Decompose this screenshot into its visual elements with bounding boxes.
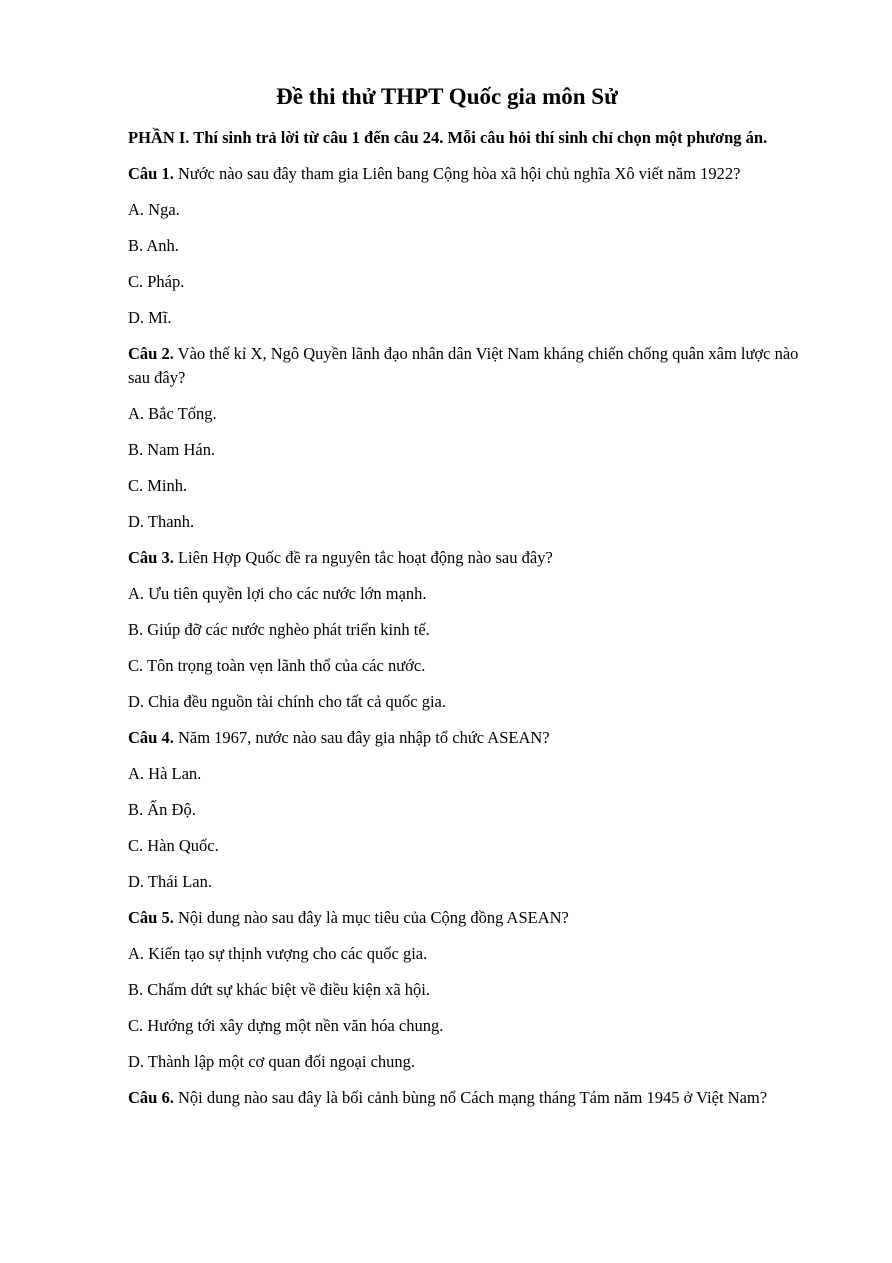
question-number: Câu 2. bbox=[128, 344, 174, 363]
question-1 bbox=[128, 162, 806, 186]
option-5b: B. Chấm dứt sự khác biệt về điều kiện xã hội. bbox=[128, 980, 430, 999]
option-4a: A. Hà Lan. bbox=[128, 764, 202, 783]
question-number: Câu 3. bbox=[128, 548, 174, 567]
option-1d: D. Mĩ. bbox=[128, 308, 172, 327]
option-2a: A. Bắc Tống. bbox=[128, 404, 217, 423]
document-title: Đề thi thử THPT Quốc gia môn Sử bbox=[276, 84, 618, 109]
option-4b: B. Ấn Độ. bbox=[128, 800, 196, 819]
question-text: Nội dung nào sau đây là bối cảnh bùng nổ Cách mạng tháng Tám năm 1945 ở Việt Nam? bbox=[177, 1088, 768, 1107]
option-1b: B. Anh. bbox=[128, 236, 179, 255]
question-text: Nội dung nào sau đây là mục tiêu của Cộng đồng ASEAN? bbox=[177, 908, 569, 927]
question-number: Câu 1. bbox=[128, 164, 174, 183]
question-4 bbox=[128, 726, 806, 750]
option-2c: C. Minh. bbox=[128, 476, 188, 495]
option-4d: D. Thái Lan. bbox=[128, 872, 213, 891]
question-text: Năm 1967, nước nào sau đây gia nhập tổ chức ASEAN? bbox=[177, 728, 550, 747]
question-number: Câu 6. bbox=[128, 1088, 174, 1107]
option-4c: C. Hàn Quốc. bbox=[128, 836, 219, 855]
question-text: Vào thế kỉ X, Ngô Quyền lãnh đạo nhân dân Việt Nam kháng chiến chống quân xâm lược nào sau đây? bbox=[128, 344, 799, 387]
option-1a: A. Nga. bbox=[128, 200, 180, 219]
question-3 bbox=[128, 546, 806, 570]
question-text: Liên Hợp Quốc đề ra nguyên tắc hoạt động nào sau đây? bbox=[177, 548, 553, 567]
option-2b: B. Nam Hán. bbox=[128, 440, 216, 459]
question-6 bbox=[128, 1086, 806, 1110]
section-instruction: PHẦN I. Thí sinh trả lời từ câu 1 đến câu 24. Mỗi câu hỏi thí sinh chỉ chọn một phương án. bbox=[128, 128, 768, 147]
option-5d: D. Thành lập một cơ quan đối ngoại chung. bbox=[128, 1052, 416, 1071]
question-number: Câu 4. bbox=[128, 728, 174, 747]
question-5 bbox=[128, 906, 806, 930]
question-number: Câu 5. bbox=[128, 908, 174, 927]
option-3a: A. Ưu tiên quyền lợi cho các nước lớn mạnh. bbox=[128, 584, 427, 603]
option-1c: C. Pháp. bbox=[128, 272, 185, 291]
option-3b: B. Giúp đỡ các nước nghèo phát triển kinh tế. bbox=[128, 620, 430, 639]
question-text: Nước nào sau đây tham gia Liên bang Cộng hòa xã hội chủ nghĩa Xô viết năm 1922? bbox=[177, 164, 741, 183]
option-3d: D. Chia đều nguồn tài chính cho tất cả quốc gia. bbox=[128, 692, 446, 711]
option-3c: C. Tôn trọng toàn vẹn lãnh thổ của các nước. bbox=[128, 656, 426, 675]
question-2 bbox=[128, 342, 806, 390]
option-5a: A. Kiến tạo sự thịnh vượng cho các quốc gia. bbox=[128, 944, 428, 963]
option-5c: C. Hướng tới xây dựng một nền văn hóa chung. bbox=[128, 1016, 444, 1035]
option-2d: D. Thanh. bbox=[128, 512, 195, 531]
